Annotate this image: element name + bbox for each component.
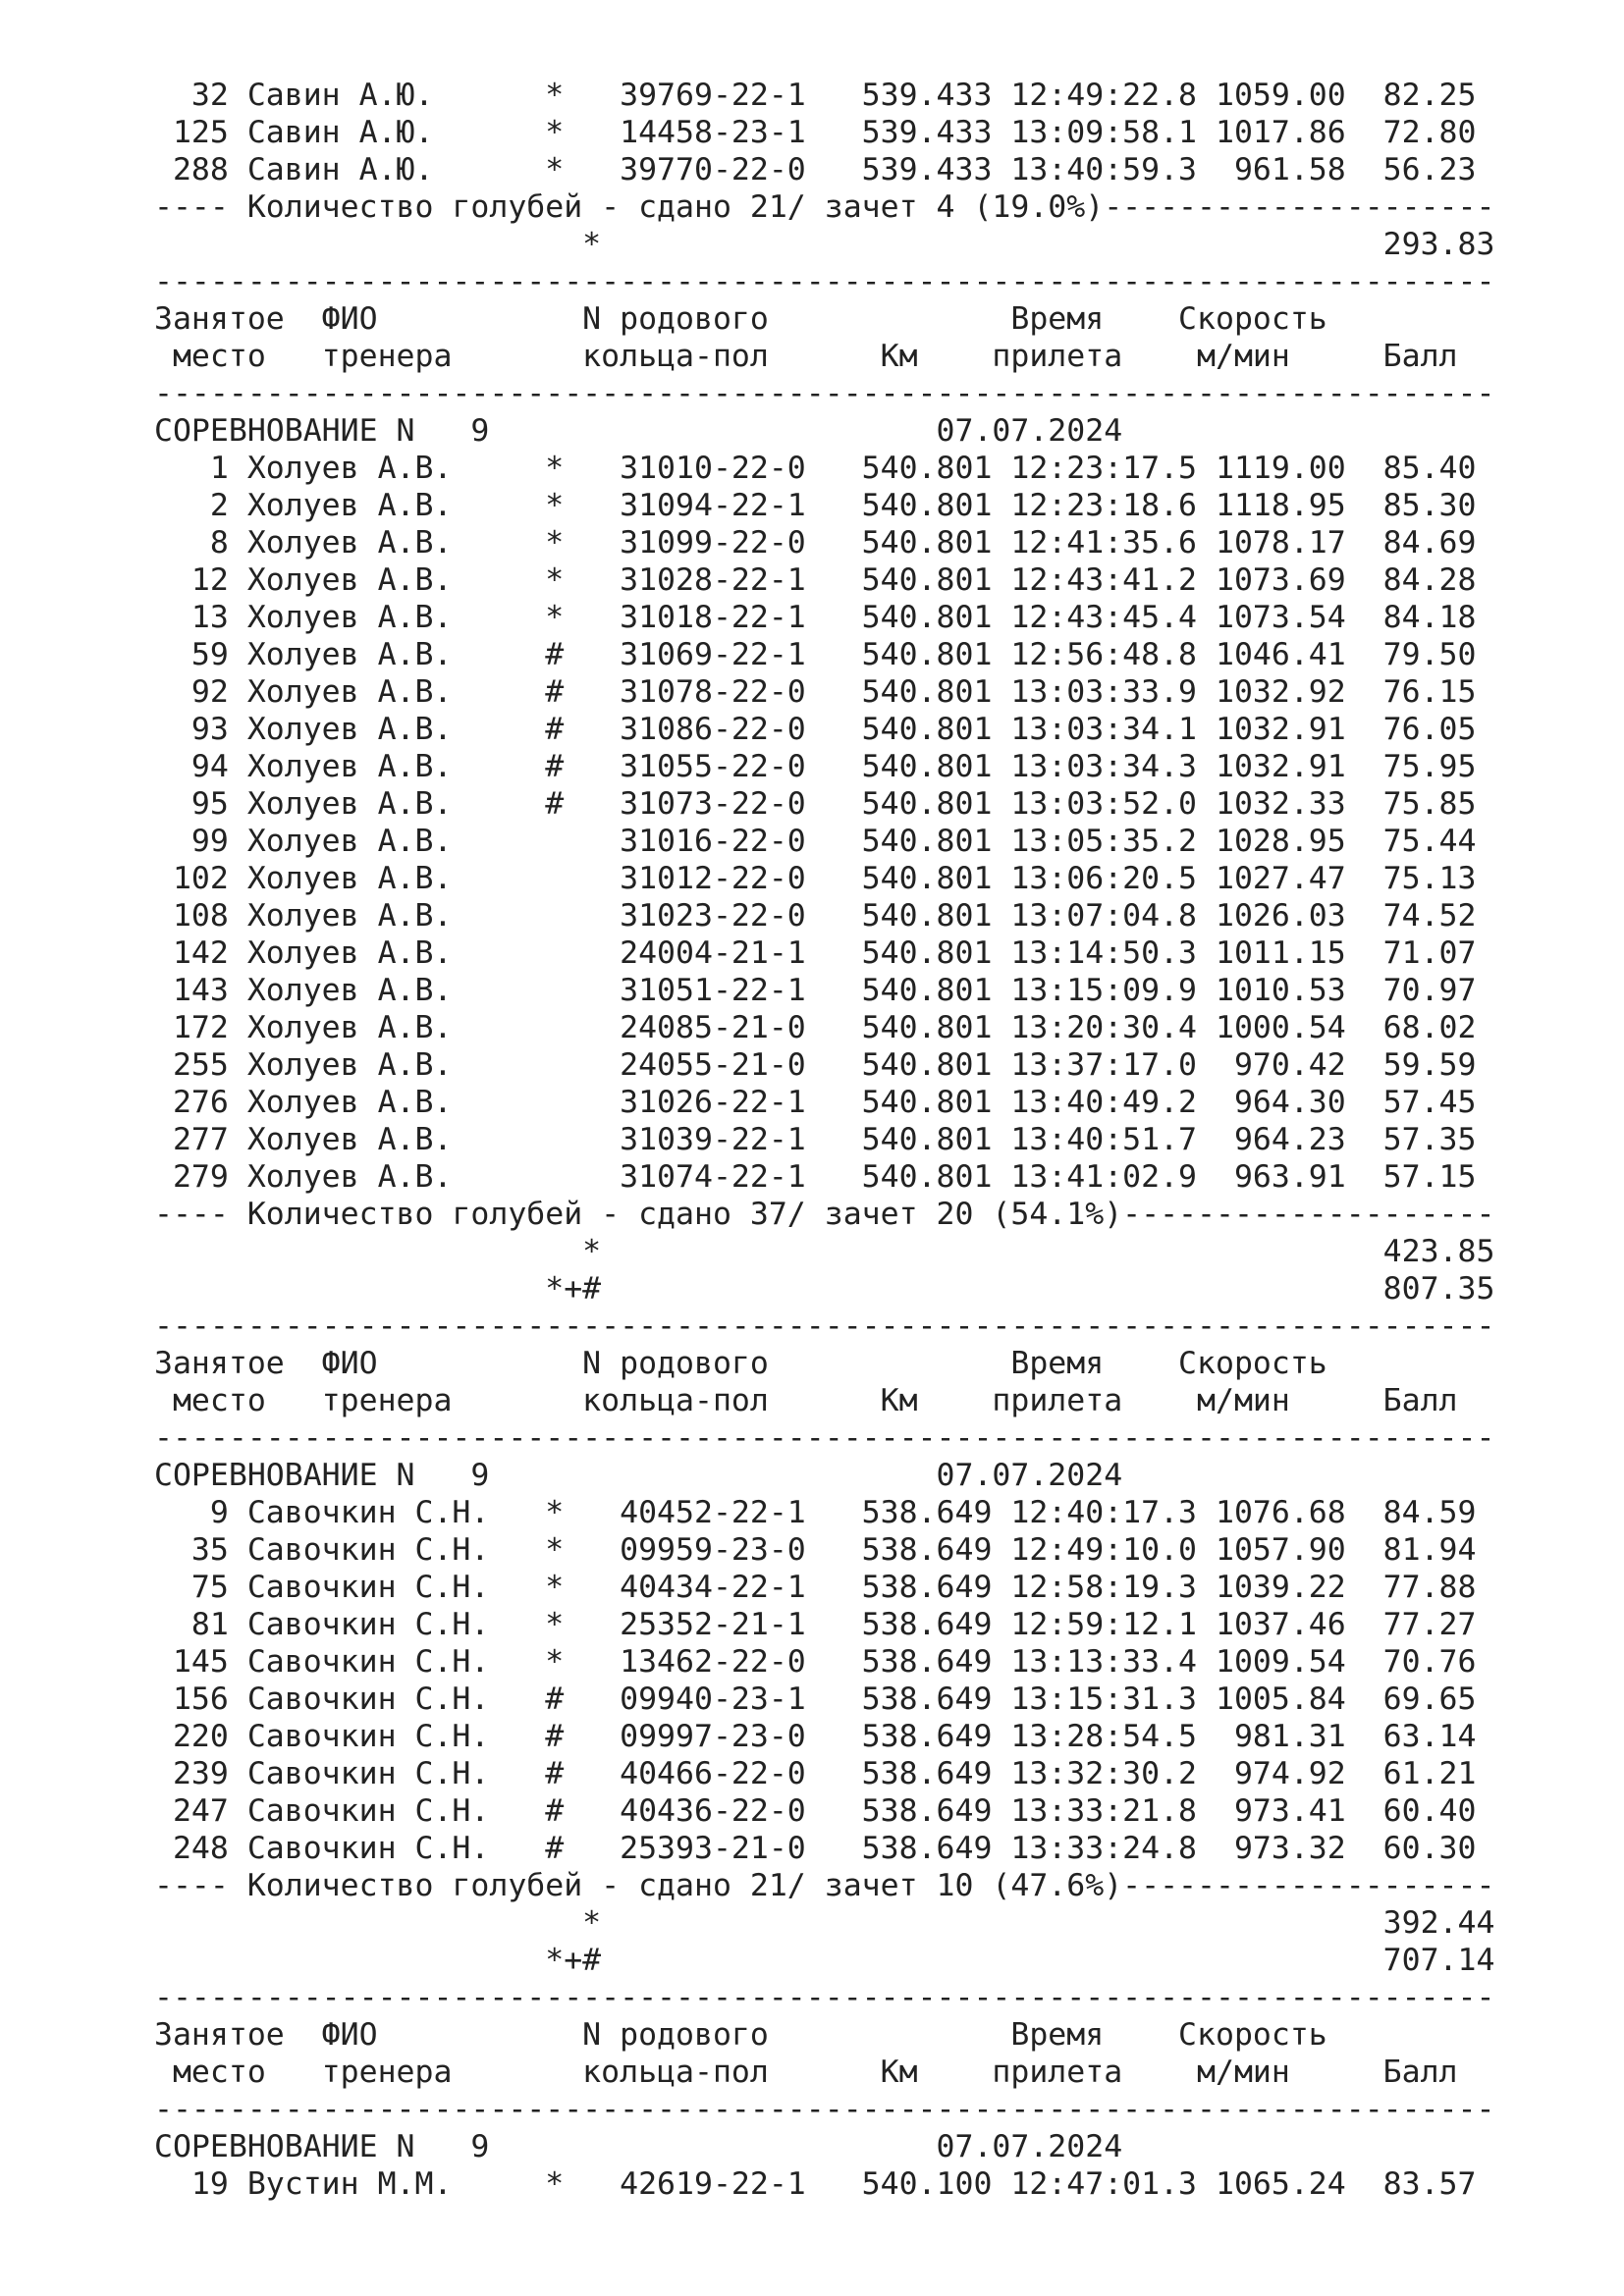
report-line: 143 Холуев А.В. 31051-22-1 540.801 13:15:09.9 1010.53 70.97 <box>154 973 1477 1008</box>
report-line: Занятое ФИО N родового Время Скорость <box>154 1346 1327 1381</box>
report-line: 95 Холуев А.В. # 31073-22-0 540.801 13:03:52.0 1032.33 75.85 <box>154 786 1477 822</box>
report-line: 172 Холуев А.В. 24085-21-0 540.801 13:20:30.4 1000.54 68.02 <box>154 1010 1477 1045</box>
report-line: 102 Холуев А.В. 31012-22-0 540.801 13:06:20.5 1027.47 75.13 <box>154 861 1477 896</box>
report-line: Занятое ФИО N родового Время Скорость <box>154 2017 1327 2053</box>
report-line: 75 Савочкин С.Н. * 40434-22-1 538.649 12:58:19.3 1039.22 77.88 <box>154 1570 1477 1605</box>
report-line: 2 Холуев А.В. * 31094-22-1 540.801 12:23:18.6 1118.95 85.30 <box>154 488 1477 523</box>
report-line: 142 Холуев А.В. 24004-21-1 540.801 13:14:50.3 1011.15 71.07 <box>154 935 1477 971</box>
report-line: *+# 807.35 <box>154 1271 1495 1307</box>
report-line: 59 Холуев А.В. # 31069-22-1 540.801 12:56:48.8 1046.41 79.50 <box>154 637 1477 672</box>
report-line: 156 Савочкин С.Н. # 09940-23-1 538.649 13:15:31.3 1005.84 69.65 <box>154 1682 1477 1717</box>
report-line: 81 Савочкин С.Н. * 25352-21-1 538.649 12:59:12.1 1037.46 77.27 <box>154 1607 1477 1642</box>
report-line: 247 Савочкин С.Н. # 40436-22-0 538.649 13:33:21.8 973.41 60.40 <box>154 1793 1477 1829</box>
report-line: ---- Количество голубей - сдано 37/ зачет 20 (54.1%)-------------------- <box>154 1197 1495 1232</box>
report-line: 35 Савочкин С.Н. * 09959-23-0 538.649 12:49:10.0 1057.90 81.94 <box>154 1532 1477 1568</box>
report-line: * 293.83 <box>154 227 1495 262</box>
report-line: 239 Савочкин С.Н. # 40466-22-0 538.649 13:32:30.2 974.92 61.21 <box>154 1756 1477 1791</box>
report-line: ------------------------------------------------------------------------ <box>154 1420 1495 1456</box>
report-line: 32 Савин А.Ю. * 39769-22-1 539.433 12:49:22.8 1059.00 82.25 <box>154 78 1477 113</box>
report-line: ------------------------------------------------------------------------ <box>154 264 1495 299</box>
report-line: ------------------------------------------------------------------------ <box>154 1980 1495 2015</box>
report-line: 248 Савочкин С.Н. # 25393-21-0 538.649 13:33:24.8 973.32 60.30 <box>154 1831 1477 1866</box>
report-line: 1 Холуев А.В. * 31010-22-0 540.801 12:23:17.5 1119.00 85.40 <box>154 451 1477 486</box>
report-line: 220 Савочкин С.Н. # 09997-23-0 538.649 13:28:54.5 981.31 63.14 <box>154 1719 1477 1754</box>
report-line: 13 Холуев А.В. * 31018-22-1 540.801 12:43:45.4 1073.54 84.18 <box>154 600 1477 635</box>
report-line: ---- Количество голубей - сдано 21/ зачет 10 (47.6%)-------------------- <box>154 1868 1495 1903</box>
report-line: 276 Холуев А.В. 31026-22-1 540.801 13:40:49.2 964.30 57.45 <box>154 1085 1477 1120</box>
report-line: место тренера кольца-пол Км прилета м/мин Балл <box>154 339 1458 374</box>
report-line: Занятое ФИО N родового Время Скорость <box>154 301 1327 337</box>
report-line: 93 Холуев А.В. # 31086-22-0 540.801 13:03:34.1 1032.91 76.05 <box>154 712 1477 747</box>
report-line: * 392.44 <box>154 1905 1495 1941</box>
report-line: ------------------------------------------------------------------------ <box>154 2092 1495 2127</box>
report-line: 279 Холуев А.В. 31074-22-1 540.801 13:41:02.9 963.91 57.15 <box>154 1159 1477 1195</box>
report-line: СОРЕВНОВАНИЕ N 9 07.07.2024 <box>154 1458 1123 1493</box>
report-line: * 423.85 <box>154 1234 1495 1269</box>
report-line: место тренера кольца-пол Км прилета м/мин Балл <box>154 2055 1458 2090</box>
report-line: ------------------------------------------------------------------------ <box>154 376 1495 411</box>
report-line: *+# 707.14 <box>154 1943 1495 1978</box>
report-line: 99 Холуев А.В. 31016-22-0 540.801 13:05:35.2 1028.95 75.44 <box>154 824 1477 859</box>
report-line: 9 Савочкин С.Н. * 40452-22-1 538.649 12:40:17.3 1076.68 84.59 <box>154 1495 1477 1530</box>
report-line: 8 Холуев А.В. * 31099-22-0 540.801 12:41:35.6 1078.17 84.69 <box>154 525 1477 561</box>
report-line: 255 Холуев А.В. 24055-21-0 540.801 13:37:17.0 970.42 59.59 <box>154 1047 1477 1083</box>
report-line: ------------------------------------------------------------------------ <box>154 1308 1495 1344</box>
report-line: место тренера кольца-пол Км прилета м/мин Балл <box>154 1383 1458 1418</box>
report-line: 92 Холуев А.В. # 31078-22-0 540.801 13:03:33.9 1032.92 76.15 <box>154 674 1477 710</box>
report-line: 145 Савочкин С.Н. * 13462-22-0 538.649 13:13:33.4 1009.54 70.76 <box>154 1644 1477 1680</box>
results-report <box>154 77 1588 2203</box>
report-line: 12 Холуев А.В. * 31028-22-1 540.801 12:43:41.2 1073.69 84.28 <box>154 562 1477 598</box>
report-line: 94 Холуев А.В. # 31055-22-0 540.801 13:03:34.3 1032.91 75.95 <box>154 749 1477 784</box>
report-line: СОРЕВНОВАНИЕ N 9 07.07.2024 <box>154 413 1123 449</box>
report-line: 108 Холуев А.В. 31023-22-0 540.801 13:07:04.8 1026.03 74.52 <box>154 898 1477 934</box>
report-line: СОРЕВНОВАНИЕ N 9 07.07.2024 <box>154 2129 1123 2164</box>
report-line: 19 Вустин М.М. * 42619-22-1 540.100 12:47:01.3 1065.24 83.57 <box>154 2166 1477 2202</box>
report-line: 277 Холуев А.В. 31039-22-1 540.801 13:40:51.7 964.23 57.35 <box>154 1122 1477 1157</box>
report-line: 125 Савин А.Ю. * 14458-23-1 539.433 13:09:58.1 1017.86 72.80 <box>154 115 1477 150</box>
report-line: ---- Количество голубей - сдано 21/ зачет 4 (19.0%)--------------------- <box>154 189 1495 225</box>
report-line: 288 Савин А.Ю. * 39770-22-0 539.433 13:40:59.3 961.58 56.23 <box>154 152 1477 187</box>
